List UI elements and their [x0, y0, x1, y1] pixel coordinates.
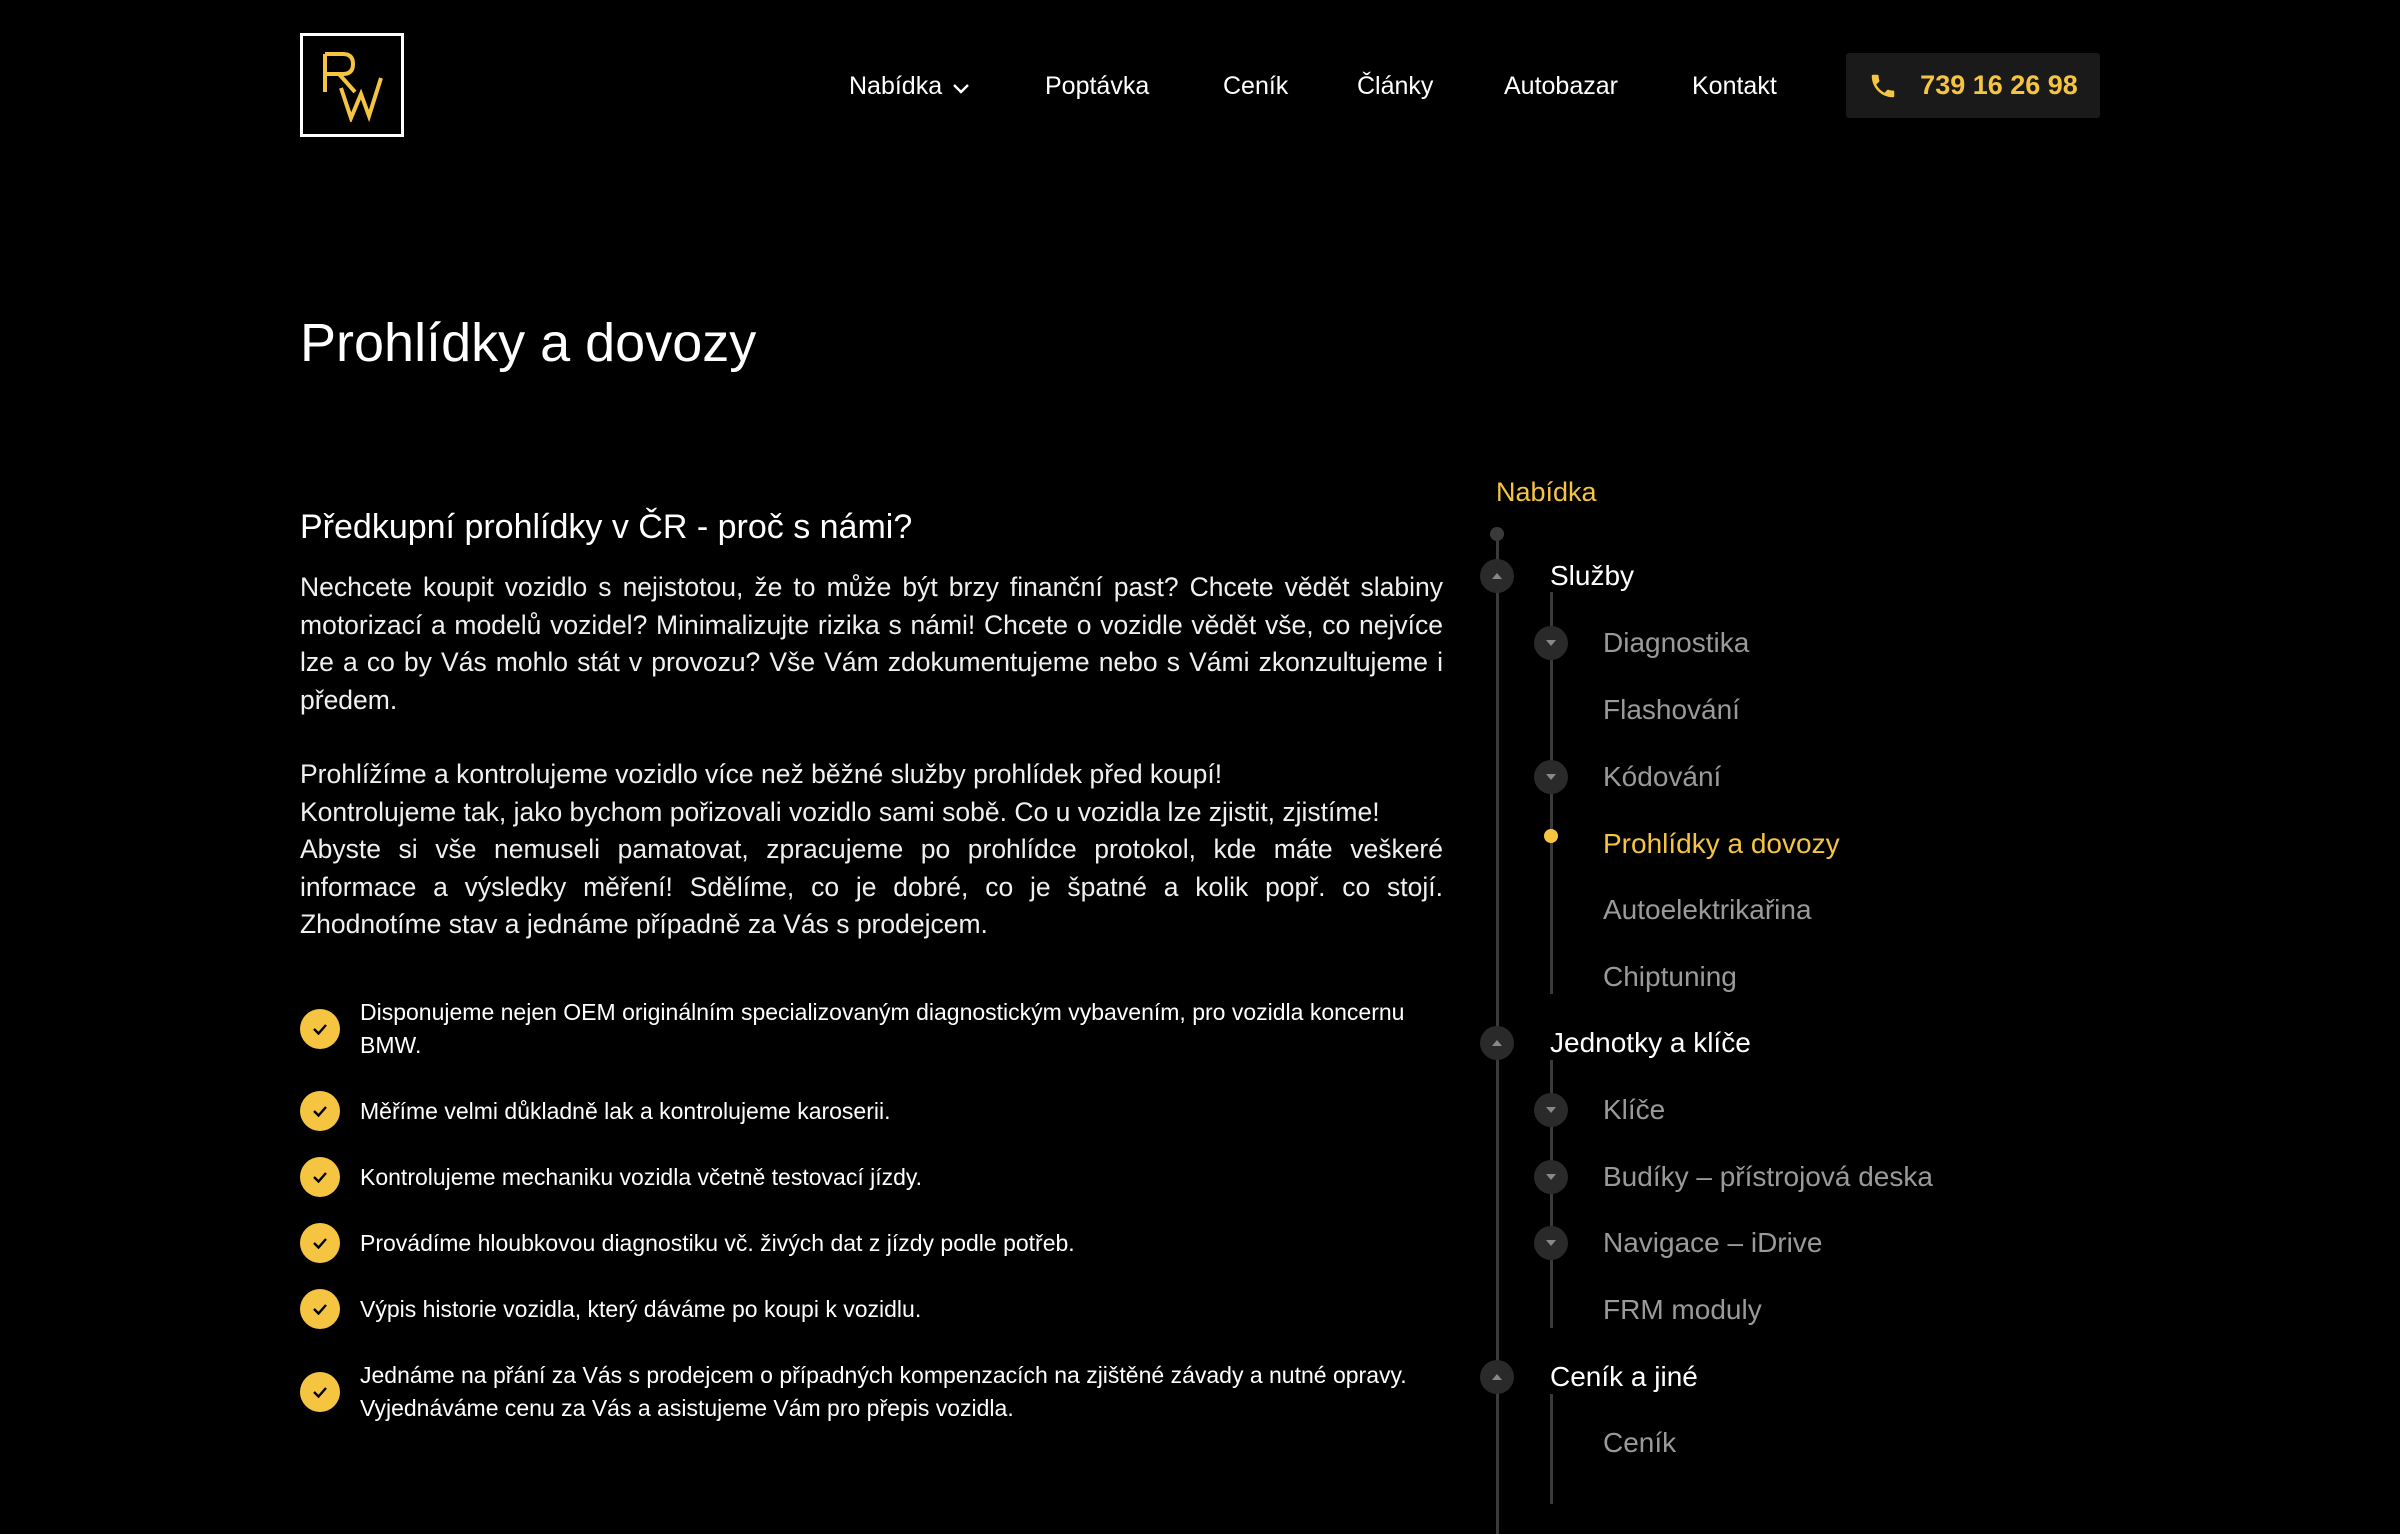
checklist: [300, 996, 1443, 1425]
collapse-toggle-icon[interactable]: [1480, 1026, 1514, 1060]
article-paragraph: Abyste si vše nemuseli pamatovat, zpracujeme po prohlídce protokol, kde máte veškeré informace a výsledky měření! Sdělíme, co je dobré, co je špatné a kolik popř. co stojí. Zhodnotíme stav a jednáme případně za Vás s prodejcem.: [300, 834, 1443, 939]
sidebar-item-frm-moduly[interactable]: FRM moduly: [1603, 1294, 1762, 1325]
check-icon: [300, 1157, 340, 1197]
check-icon: [300, 1289, 340, 1329]
sidebar-group-cenik-a-jine[interactable]: Ceník a jiné: [1550, 1361, 1698, 1392]
sidebar-nav: [1480, 470, 2080, 1500]
checklist-item: Měříme velmi důkladně lak a kontrolujeme karoserii.: [300, 1095, 1443, 1128]
sidebar-item-diagnostika[interactable]: Diagnostika: [1603, 627, 1750, 658]
collapse-toggle-icon[interactable]: [1480, 559, 1514, 593]
page-title: Prohlídky a dovozy: [300, 313, 757, 373]
sidebar-item-cenik[interactable]: Ceník: [1603, 1427, 1677, 1458]
expand-toggle-icon[interactable]: [1534, 1093, 1568, 1127]
article-paragraph: Nechcete koupit vozidlo s nejistotou, že to může být brzy finanční past? Chcete vědět slabiny motorizací a modelů vozidel? Minimalizujte rizika s námi! Chcete o vozidle vědět vše, co nejvíce lze a co by Vás mohlo stát v provozu? Vše Vám zdokumentujeme nebo s Vámi zkonzultujeme i předem.: [300, 572, 1443, 715]
active-indicator: [1544, 829, 1558, 843]
nav-item-nabidka[interactable]: Nabídka: [849, 62, 970, 111]
sidebar-item-budiky[interactable]: Budíky – přístrojová deska: [1603, 1161, 1933, 1192]
expand-toggle-icon[interactable]: [1534, 626, 1568, 660]
checklist-item: Kontrolujeme mechaniku vozidla včetně testovací jízdy.: [300, 1161, 1443, 1194]
article-paragraph: Prohlížíme a kontrolujeme vozidlo více než běžné služby prohlídek před koupí!: [300, 759, 1223, 789]
chevron-down-icon: [952, 63, 970, 111]
sidebar-group-jednotky-a-klice[interactable]: Jednotky a klíče: [1550, 1027, 1751, 1058]
check-icon: [300, 1372, 340, 1412]
article: [300, 508, 1443, 1458]
article-heading: Předkupní prohlídky v ČR - proč s námi?: [300, 508, 913, 546]
checklist-item: Disponujeme nejen OEM originálním specializovaným diagnostickým vybavením, pro vozidla koncernu BMW.: [300, 996, 1443, 1062]
collapse-toggle-icon[interactable]: [1480, 1360, 1514, 1394]
sidebar-item-autoelektrikarina[interactable]: Autoelektrikařina: [1603, 894, 1812, 925]
nav-item-cenik[interactable]: Ceník: [1223, 72, 1289, 100]
logo[interactable]: [300, 33, 404, 137]
nav-item-kontakt[interactable]: Kontakt: [1692, 72, 1777, 100]
expand-toggle-icon[interactable]: [1534, 1226, 1568, 1260]
sidebar-item-chiptuning[interactable]: Chiptuning: [1603, 961, 1737, 992]
sidebar-heading[interactable]: Nabídka: [1496, 477, 1597, 507]
checklist-item: Výpis historie vozidla, který dáváme po koupi k vozidlu.: [300, 1293, 1443, 1326]
expand-toggle-icon[interactable]: [1534, 1160, 1568, 1194]
nav-item-autobazar[interactable]: Autobazar: [1504, 72, 1618, 100]
phone-number: 739 16 26 98: [1920, 70, 2078, 100]
sidebar-group-sluzby[interactable]: Služby: [1550, 560, 1635, 591]
article-paragraph: Kontrolujeme tak, jako bychom pořizovali vozidlo sami sobě. Co u vozidla lze zjistit, zjistíme!: [300, 796, 1380, 827]
checklist-item: Jednáme na přání za Vás s prodejcem o případných kompenzacích na zjištěné závady a nutné opravy. Vyjednáváme cenu za Vás a asistujeme Vám pro přepis vozidla.: [300, 1359, 1443, 1425]
rw-logo-icon: [315, 48, 389, 122]
phone-icon: [1868, 71, 1898, 101]
check-icon: [300, 1223, 340, 1263]
phone-button[interactable]: [1846, 53, 2100, 118]
sidebar-item-kodovani[interactable]: Kódování: [1603, 761, 1722, 792]
sidebar-item-flashovani[interactable]: Flashování: [1603, 694, 1740, 725]
sidebar-item-prohlidky-a-dovozy[interactable]: Prohlídky a dovozy: [1603, 828, 1840, 859]
tree-line: [1550, 1394, 1553, 1504]
nav-item-clanky[interactable]: Články: [1357, 72, 1434, 100]
sidebar-item-klice[interactable]: Klíče: [1603, 1094, 1666, 1125]
nav-item-poptavka[interactable]: Poptávka: [1045, 72, 1150, 100]
check-icon: [300, 1091, 340, 1131]
sidebar-item-navigace[interactable]: Navigace – iDrive: [1603, 1227, 1823, 1258]
checklist-item: Provádíme hloubkovou diagnostiku vč. živých dat z jízdy podle potřeb.: [300, 1227, 1443, 1260]
check-icon: [300, 1009, 340, 1049]
expand-toggle-icon[interactable]: [1534, 760, 1568, 794]
